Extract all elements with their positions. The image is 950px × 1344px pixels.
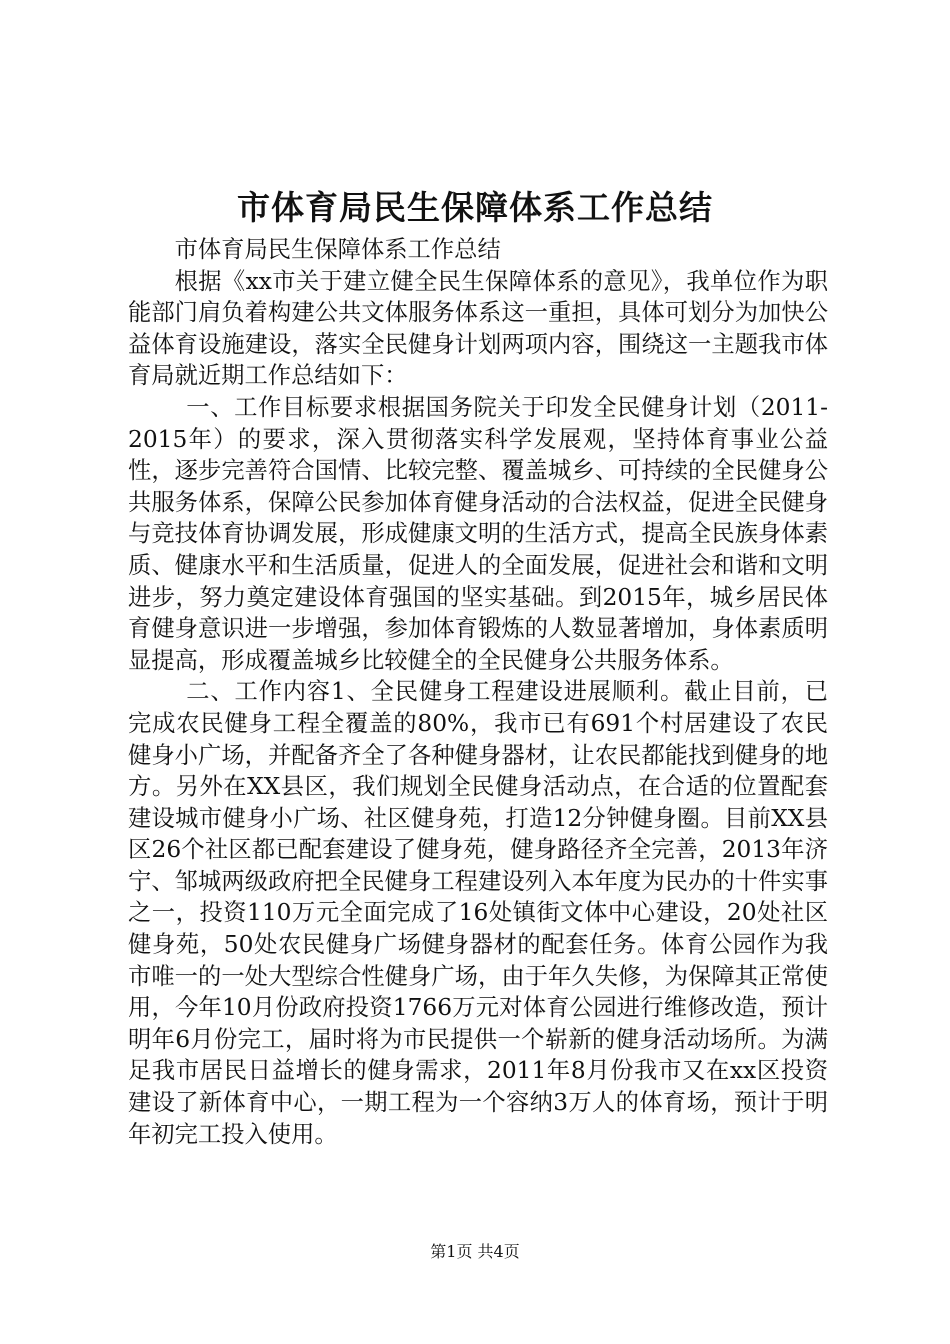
paragraph-section-2: 二、工作内容1、全民健身工程建设进展顺利。截止目前，已完成农民健身工程全覆盖的80%，我市已有691个村居建设了农民健身小广场，并配备齐全了各种健身器材，让农民都能找到健身的地方。另外在XX县区，我们规划全民健身活动点，在合适的位置配套建设城市健身小广场、社区健身苑，打造12分钟健身圈。目前XX县区26个社区都已配套建设了健身苑，健身路径齐全完善，2013年济宁、邹城两级政府把全民健身工程建设列入本年度为民办的十件实事之一，投资110万元全面完成了16处镇街文体中心建设，20处社区健身苑，50处农民健身广场健身器材的配套任务。体育公园作为我市唯一的一处大型综合性健身广场，由于年久失修，为保障其正常使用，今年10月份政府投资1766万元对体育公园进行维修改造，预计明年6月份完工，届时将为市民提供一个崭新的健身活动场所。为满足我市居民日益增长的健身需求，2011年8月份我市又在xx区投资建设了新体育中心，一期工程为一个容纳3万人的体育场，预计于明年初完工投入使用。 [128,678,828,1148]
paragraph-intro: 根据《xx市关于建立健全民生保障体系的意见》，我单位作为职能部门肩负着构建公共文体服务体系这一重担，具体可划分为加快公益体育设施建设，落实全民健身计划两项内容，围绕这一主题我市体育局就近期工作总结如下： [128,267,828,390]
document-body [128,234,828,1150]
paragraph-section-1: 一、工作目标要求根据国务院关于印发全民健身计划（2011-2015年）的要求，深入贯彻落实科学发展观，坚持体育事业公益性，逐步完善符合国情、比较完整、覆盖城乡、可持续的全民健身公共服务体系，保障公民参加体育健身活动的合法权益，促进全民健身与竞技体育协调发展，形成健康文明的生活方式，提高全民族身体素质、健康水平和生活质量，促进人的全面发展，促进社会和谐和文明进步，努力奠定建设体育强国的坚实基础。到2015年，城乡居民体育健身意识进一步增强，参加体育锻炼的人数显著增加，身体素质明显提高，形成覆盖城乡比较健全的全民健身公共服务体系。 [128,393,828,674]
page-footer: 第1页 共4页 [430,1242,520,1261]
paragraph-subtitle: 市体育局民生保障体系工作总结 [174,236,501,263]
document-title: 市体育局民生保障体系工作总结 [237,188,713,227]
